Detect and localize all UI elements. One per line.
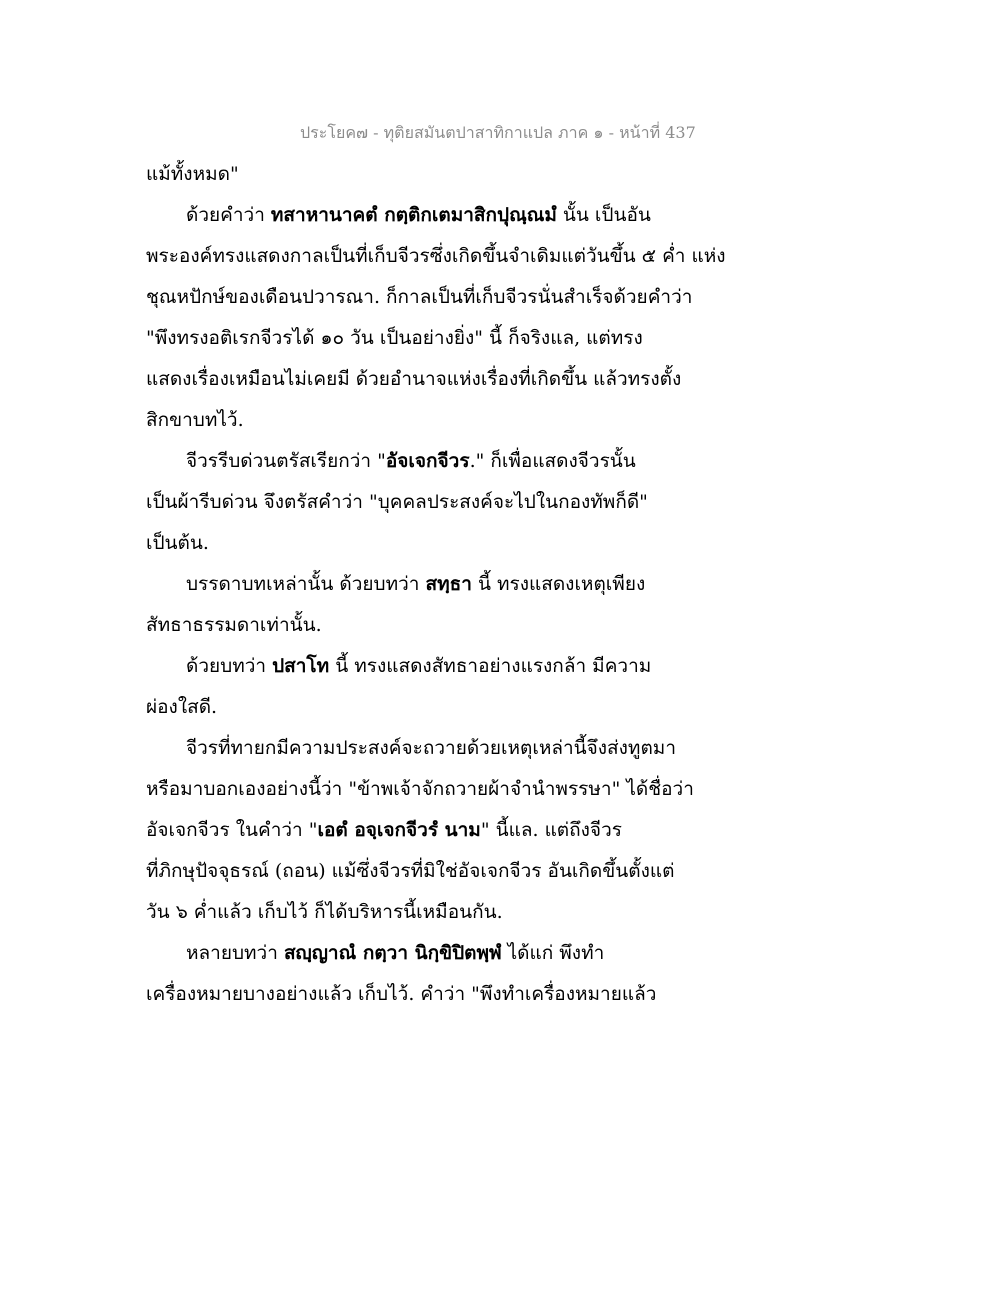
text-line — [146, 810, 746, 851]
pali-term: อัจเจกจีวร — [385, 450, 470, 472]
text-line — [146, 277, 746, 318]
text-line — [146, 728, 746, 769]
text-line — [146, 564, 746, 605]
text-segment: ผ่องใสดี. — [146, 696, 218, 718]
text-line — [146, 974, 746, 1015]
text-segment: พระองค์ทรงแสดงกาลเป็นที่เก็บจีวรซึ่งเกิดขึ้นจำเดิมแต่วันขึ้น ๕ ค่ำ แห่ง — [146, 245, 726, 267]
text-segment: สัทธาธรรมดาเท่านั้น. — [146, 614, 322, 636]
text-line — [146, 236, 746, 277]
text-segment: เป็นผ้ารีบด่วน จึงตรัสคำว่า "บุคคลประสงค์จะไปในกองทัพก็ดี" — [146, 491, 648, 513]
text-segment: จีวรรีบด่วนตรัสเรียกว่า " — [186, 450, 386, 472]
pali-term: สทฺธา — [425, 573, 472, 595]
text-segment: ด้วยบทว่า — [186, 655, 273, 677]
text-segment: แม้ทั้งหมด" — [146, 163, 239, 185]
pali-term: เอตํ อจฺเจกจีวรํ นาม — [317, 819, 481, 841]
text-segment: หรือมาบอกเองอย่างนี้ว่า "ข้าพเจ้าจักถวายผ้าจำนำพรรษา" ได้ชื่อว่า — [146, 778, 694, 800]
text-line — [146, 441, 746, 482]
running-header: ประโยค๗ - ทุติยสมันตปาสาทิกาแปล ภาค ๑ - หน้าที่ 437 — [300, 123, 696, 142]
text-segment: ." ก็เพื่อแสดงจีวรนั้น — [469, 450, 636, 472]
text-line — [146, 769, 746, 810]
text-line — [146, 933, 746, 974]
text-segment: นี้ ทรงแสดงเหตุเพียง — [471, 573, 646, 595]
text-line — [146, 195, 746, 236]
pali-term: ปสาโท — [272, 655, 330, 677]
text-line — [146, 892, 746, 933]
text-segment: สิกขาบทไว้. — [146, 409, 244, 431]
text-line — [146, 400, 746, 441]
text-line — [146, 687, 746, 728]
text-segment: "พึงทรงอติเรกจีวรได้ ๑๐ วัน เป็นอย่างยิ่ง" นี้ ก็จริงแล, แต่ทรง — [146, 327, 643, 349]
pali-term: ทสาหานาคตํ กตฺติกเตมาสิกปุณฺณมํ — [270, 204, 557, 226]
text-segment: ที่ภิกษุปัจจุธรณ์ (ถอน) แม้ซึ่งจีวรที่มิใช่อัจเจกจีวร อันเกิดขึ้นตั้งแต่ — [146, 860, 675, 882]
text-segment: เป็นต้น. — [146, 532, 209, 554]
text-segment: นั้น เป็นอัน — [556, 204, 651, 226]
text-line — [146, 851, 746, 892]
text-line — [146, 646, 746, 687]
text-segment: ชุณหปักษ์ของเดือนปวารณา. ก็กาลเป็นที่เก็บจีวรนั่นสำเร็จด้วยคำว่า — [146, 286, 693, 308]
text-segment: แสดงเรื่องเหมือนไม่เคยมี ด้วยอำนาจแห่งเรื่องที่เกิดขึ้น แล้วทรงตั้ง — [146, 368, 682, 390]
text-line — [146, 605, 746, 646]
text-line — [146, 154, 746, 195]
text-line — [146, 318, 746, 359]
text-segment: ได้แก่ พึงทำ — [501, 942, 605, 964]
text-segment: เครื่องหมายบางอย่างแล้ว เก็บไว้. คำว่า "พึงทำเครื่องหมายแล้ว — [146, 983, 657, 1005]
text-segment: หลายบทว่า — [186, 942, 284, 964]
text-segment: " นี้แล. แต่ถึงจีวร — [480, 819, 622, 841]
pali-term: สญฺญาณํ กตฺวา นิกฺขิปิตพฺพํ — [283, 942, 502, 964]
text-segment: วัน ๖ ค่ำแล้ว เก็บไว้ ก็ได้บริหารนี้เหมือนกัน. — [146, 901, 503, 923]
text-segment: นี้ ทรงแสดงสัทธาอย่างแรงกล้า มีความ — [329, 655, 652, 677]
text-segment: บรรดาบทเหล่านั้น ด้วยบทว่า — [186, 573, 426, 595]
text-line — [146, 482, 746, 523]
body-text — [146, 154, 746, 1015]
text-segment: อัจเจกจีวร ในคำว่า " — [146, 819, 318, 841]
text-line — [146, 523, 746, 564]
text-segment: จีวรที่ทายกมีความประสงค์จะถวายด้วยเหตุเหล่านี้จึงส่งทูตมา — [186, 737, 676, 759]
text-line — [146, 359, 746, 400]
text-segment: ด้วยคำว่า — [186, 204, 271, 226]
